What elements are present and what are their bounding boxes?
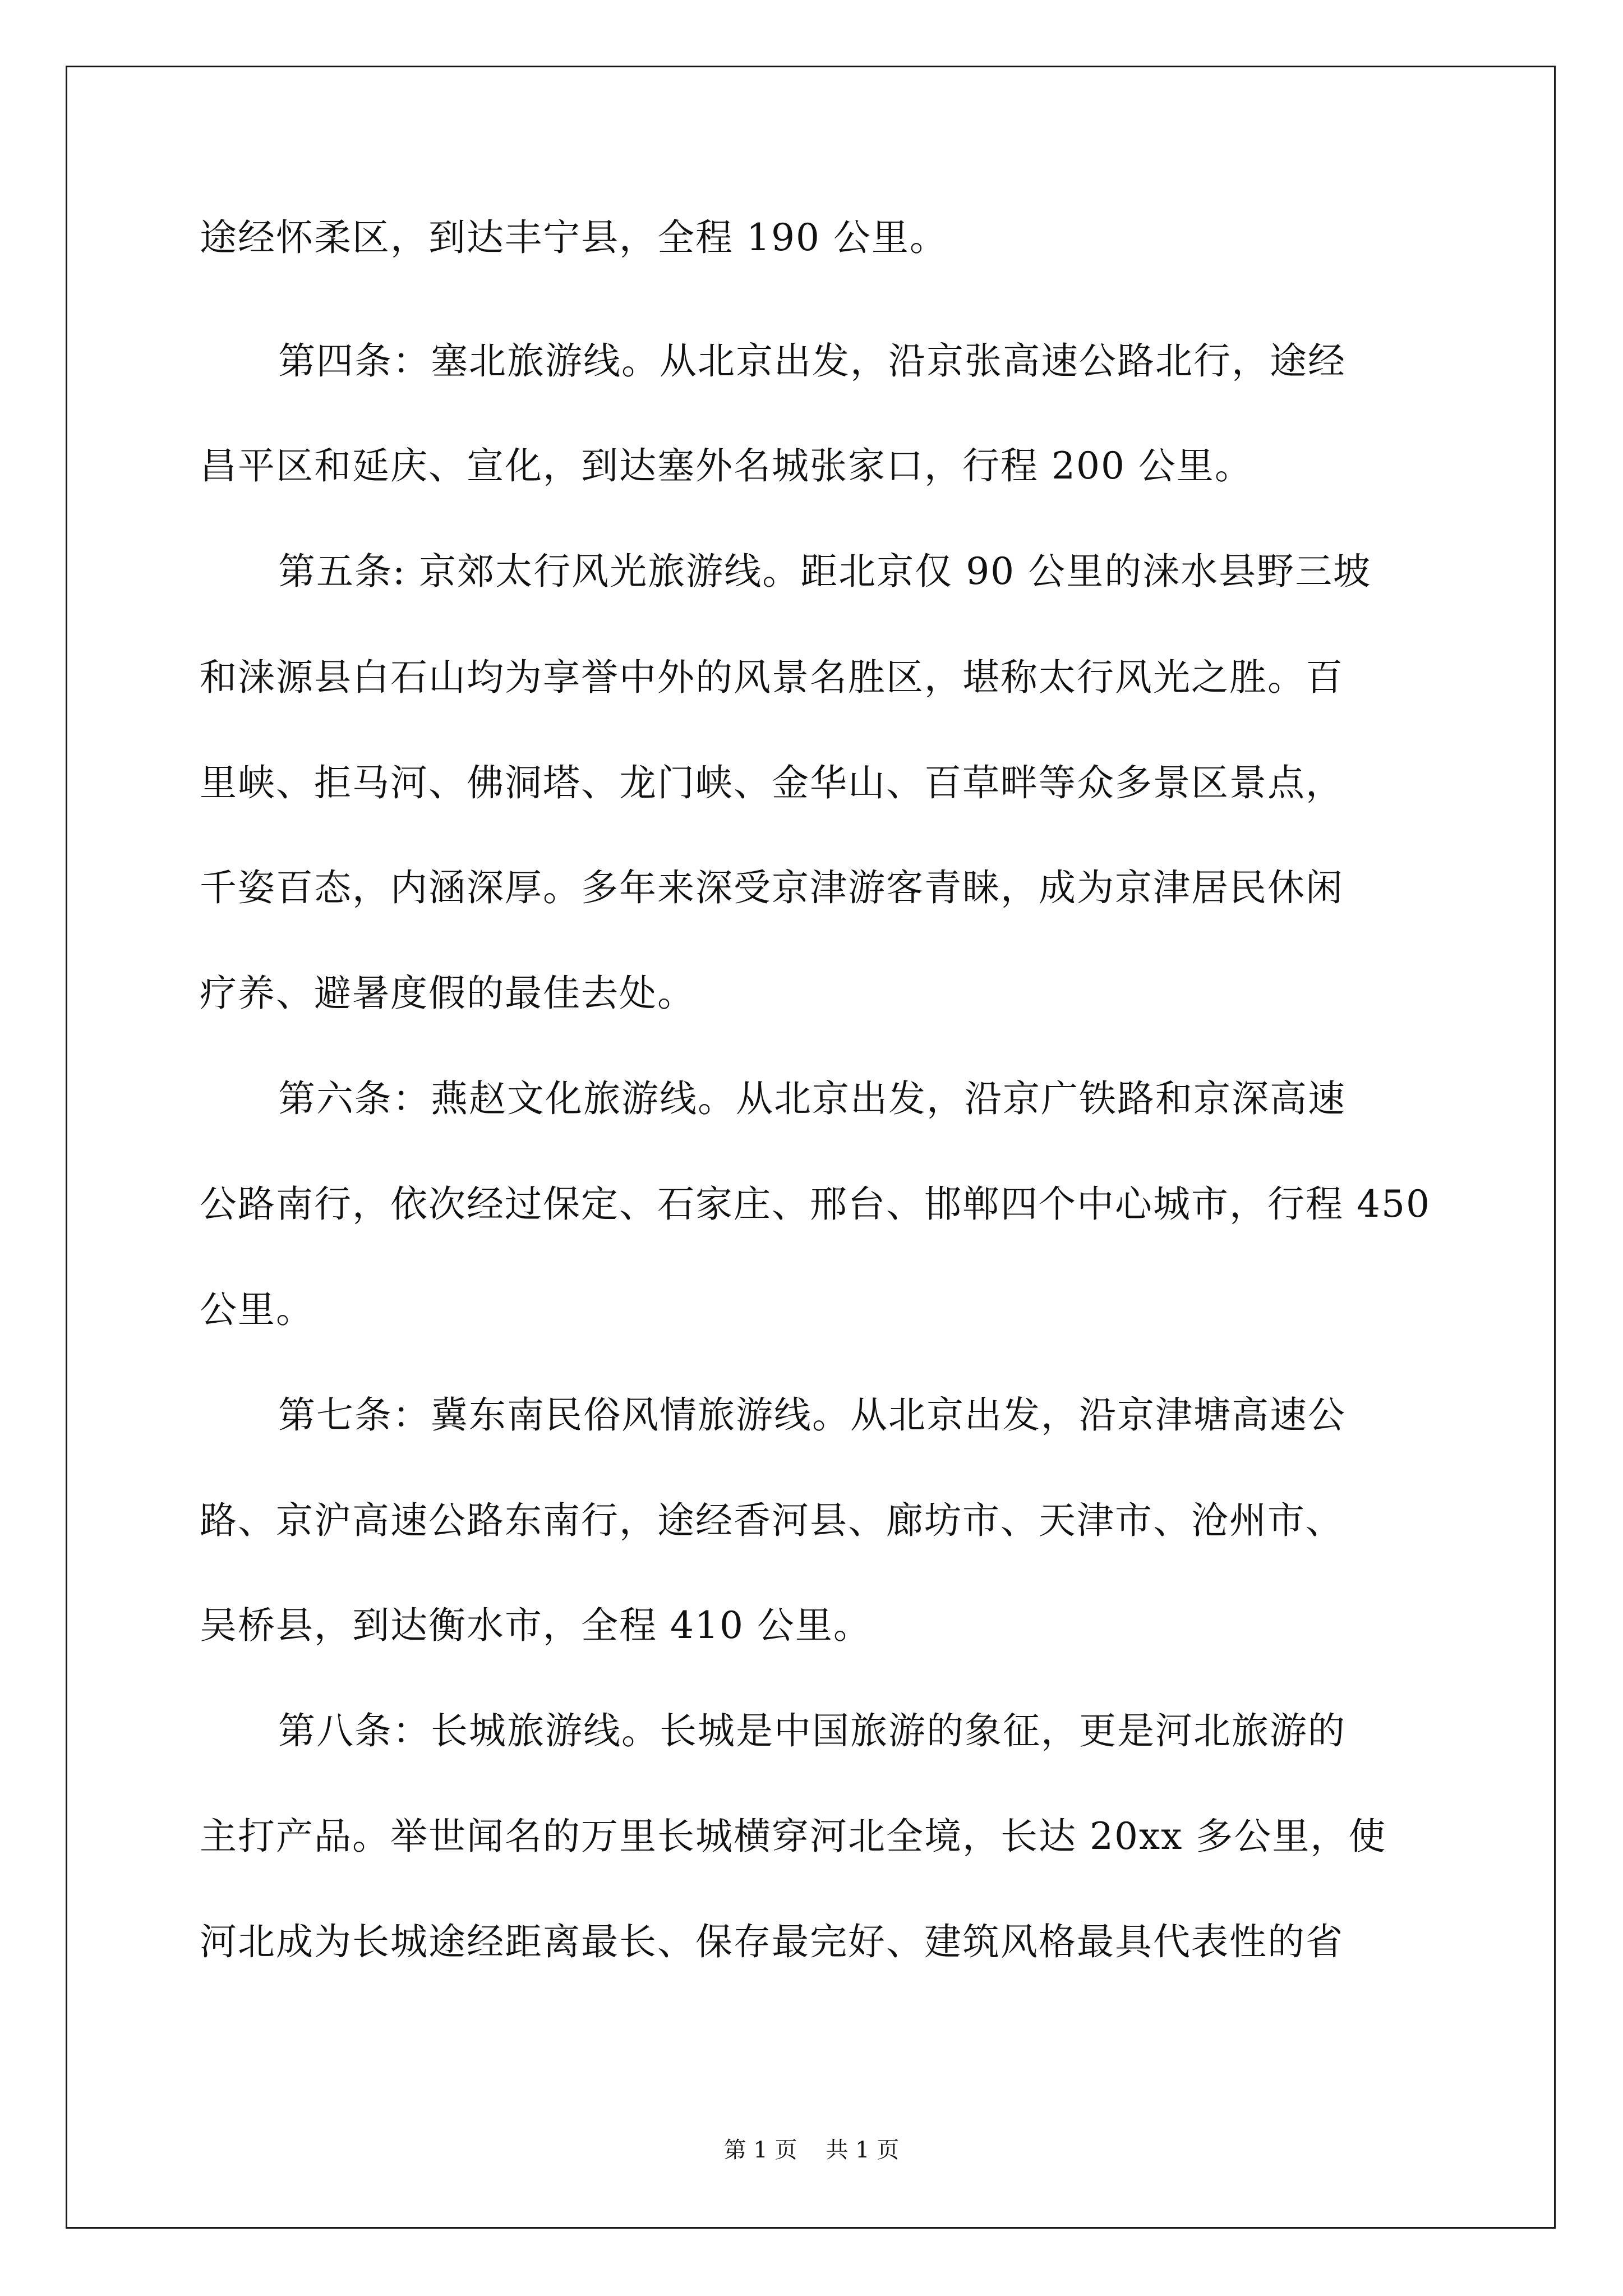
text-line: 千姿百态，内涵深厚。多年来深受京津游客青睐，成为京津居民休闲 xyxy=(200,866,1344,909)
text-line: 疗养、避暑度假的最佳去处。 xyxy=(200,972,695,1015)
text-line: 途经怀柔区，到达丰宁县，全程 190 公里。 xyxy=(200,216,948,259)
text-line: 吴桥县，到达衡水市，全程 410 公里。 xyxy=(200,1604,872,1647)
text-line: 昌平区和延庆、宣化，到达塞外名城张家口，行程 200 公里。 xyxy=(200,444,1253,487)
text-line: 里峡、拒马河、佛洞塔、龙门峡、金华山、百草畔等众多景区景点， xyxy=(200,761,1344,804)
page-footer xyxy=(0,2136,1623,2164)
text-line: 第四条：塞北旅游线。从北京出发，沿京张高速公路北行，途经 xyxy=(278,339,1346,383)
page-border xyxy=(66,66,1556,2229)
text-line: 路、京沪高速公路东南行，途经香河县、廊坊市、天津市、沧州市、 xyxy=(200,1499,1344,1542)
text-line: 第八条：长城旅游线。长城是中国旅游的象征，更是河北旅游的 xyxy=(278,1709,1346,1752)
text-line: 河北成为长城途经距离最长、保存最完好、建筑风格最具代表性的省 xyxy=(200,1920,1344,1963)
text-line: 第六条：燕赵文化旅游线。从北京出发，沿京广铁路和京深高速 xyxy=(278,1077,1346,1120)
text-line: 第五条: 京郊太行风光旅游线。距北京仅 90 公里的涞水县野三坡 xyxy=(278,550,1372,593)
text-line: 和涞源县白石山均为享誉中外的风景名胜区，堪称太行风光之胜。百 xyxy=(200,656,1344,699)
text-line: 主打产品。举世闻名的万里长城横穿河北全境，长达 20xx 多公里，使 xyxy=(200,1815,1387,1858)
page-number-label: 第 1 页 共 1 页 xyxy=(723,2137,900,2163)
text-line: 第七条：冀东南民俗风情旅游线。从北京出发，沿京津塘高速公 xyxy=(278,1393,1346,1437)
text-line: 公路南行，依次经过保定、石家庄、邢台、邯郸四个中心城市，行程 450 xyxy=(200,1182,1431,1226)
text-line: 公里。 xyxy=(200,1288,314,1331)
